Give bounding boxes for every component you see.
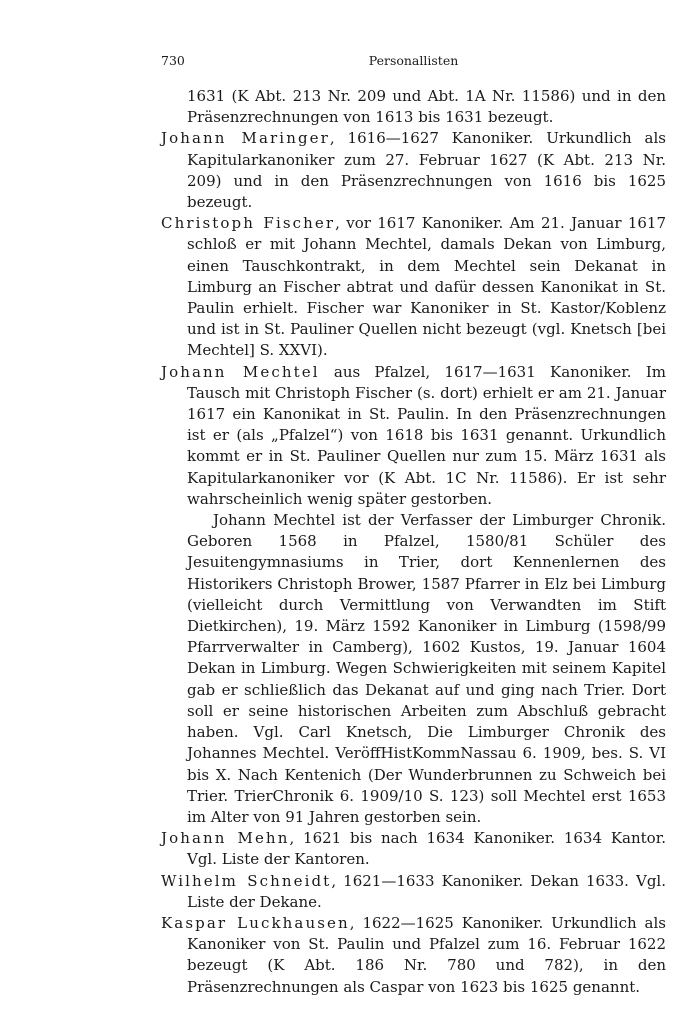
entry-name: Wilhelm Schneidt — [161, 871, 332, 890]
entry-name: Johann Mehn — [161, 829, 290, 848]
entry-johann-mechtel-biography: Johann Mechtel ist der Verfasser der Limburger Chronik. Geboren 1568 in Pfalzel, 1580/81 Schüler des Jesuitengymnasiums in Trier, dort Kennenlernen des Historikers Christoph Brower, 1587 Pfarrer in Elz bei Limburg (vielleicht durch Vermittlung von Verwandten im Stift Dietkirchen), 19. März 1592 Kanoniker in Limburg (1598/99 Pfarrverwalter in Camberg), 1602 Kustos, 19. Januar 1604 Dekan in Limburg. Wegen Schwierigkeiten mit seinem Kapitel gab er schließlich das Dekanat auf und ging nach Trier. Dort soll er seine historischen Arbeiten zum Abschluß gebracht haben. Vgl. Carl Knetsch, Die Limburger Chronik des Johannes Mechtel. VeröffHistKommNassau 6. 1909, bes. S. VI bis X. Nach Kentenich (Der Wunderbrunnen zu Schweich bei Trier. TrierChronik 6. 1909/10 S. 123) soll Mechtel erst 1653 im Alter von 91 Jahren gestorben sein. — [187, 511, 666, 826]
entry-text: , vor 1617 Kanoniker. Am 21. Januar 1617 schloß er mit Johann Mechtel, damals Dekan von Limburg, einen Tauschkontrakt, in dem Mechtel sein Dekanat in Limburg an Fischer abtrat und dafür dessen Kanonikat in St. Paulin erhielt. Fischer war Kanoniker in St. Kastor/Koblenz und ist in St. Pauliner Quellen nicht bezeugt (vgl. Knetsch [bei Mechtel] S. XXVI). — [187, 214, 666, 360]
entry-johann-mehn — [161, 828, 666, 870]
entry-text: , 1616—1627 Kanoniker. Urkundlich als Kapitularkanoniker zum 27. Februar 1627 (K Abt. 213 Nr. 209) und in den Präsenzrechnungen von 1616 bis 1625 bezeugt. — [187, 129, 666, 212]
running-title: Personallisten — [368, 53, 459, 68]
entry-christoph-fischer — [161, 213, 666, 361]
page-header — [161, 53, 666, 73]
entry-name: Johann Maringer — [161, 129, 330, 148]
page-number: 730 — [161, 53, 185, 68]
page-body — [161, 86, 666, 998]
entry-wilhelm-schneidt — [161, 871, 666, 913]
entry-text: , 1622—1625 Kanoniker. Urkundlich als Kanoniker von St. Paulin und Pfalzel zum 16. Februar 1622 bezeugt (K Abt. 186 Nr. 780 und 782), in den Präsenzrechnungen als Caspar von 1623 bis 1625 genannt. — [187, 913, 666, 996]
continuation-paragraph: 1631 (K Abt. 213 Nr. 209 und Abt. 1A Nr. 11586) und in den Präsenzrechnungen von 1613 bis 1631 bezeugt. — [187, 87, 666, 127]
entry-name: Christoph Fischer — [161, 214, 336, 233]
entry-text: , 1621—1633 Kanoniker. Dekan 1633. Vgl. Liste der Dekane. — [187, 871, 666, 911]
entry-text: aus Pfalzel, 1617—1631 Kanoniker. Im Tausch mit Christoph Fischer (s. dort) erhielt er am 21. Januar 1617 ein Kanonikat in St. Paulin. In den Präsenzrechnungen ist er (als „Pfalzel“) von 1618 bis 1631 genannt. Urkundlich kommt er in St. Pauliner Quellen nur zum 15. März 1631 als Kapitularkanoniker vor (K Abt. 1C Nr. 11586). Er ist sehr wahrscheinlich wenig später gestorben. — [187, 362, 666, 508]
entry-kaspar-luckhausen — [161, 913, 666, 998]
entry-name: Kaspar Luckhausen — [161, 913, 350, 932]
entry-text: , 1621 bis nach 1634 Kanoniker. 1634 Kantor. Vgl. Liste der Kantoren. — [187, 829, 666, 869]
entry-name: Johann Mechtel — [161, 362, 320, 381]
entry-johann-maringer — [161, 128, 666, 213]
entry-johann-mechtel — [161, 362, 666, 510]
